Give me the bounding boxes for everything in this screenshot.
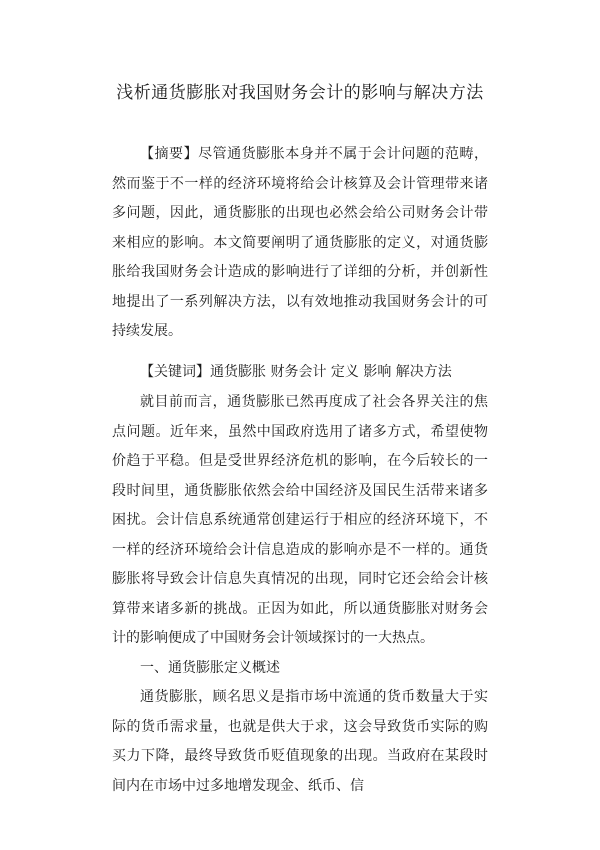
intro-paragraph: 就目前而言，通货膨胀已然再度成了社会各界关注的焦点问题。近年来，虽然中国政府选用了诸多方式，希望使物价趋于平稳。但是受世界经济危机的影响，在今后较长的一段时间里，通货膨胀依然会给中国经济及国民生活带来诸多困扰。会计信息系统通常创建运行于相应的经济环境下，不一样的经济环境给会计信息造成的影响亦是不一样的。通货膨胀将导致会计信息失真情况的出现，同时它还会给会计核算带来诸多新的挑战。正因为如此，所以通货膨胀对财务会计的影响便成了中国财务会计领域探讨的一大热点。 [112,394,488,646]
abstract-paragraph: 【摘要】尽管通货膨胀本身并不属于会计问题的范畴，然而鉴于不一样的经济环境将给会计核算及会计管理带来诸多问题，因此，通货膨胀的出现也必然会给公司财务会计带来相应的影响。本文简要阐明了通货膨胀的定义，对通货膨胀给我国财务会计造成的影响进行了详细的分析，并创新性地提出了一系列解决方法，以有效地推动我国财务会计的可持续发展。 [112,146,488,339]
document-title: 浅析通货膨胀对我国财务会计的影响与解决方法 [116,83,484,103]
keywords-line: 【关键词】通货膨胀 财务会计 定义 影响 解决方法 [140,364,452,380]
section-heading: 一、通货膨胀定义概述 [140,660,280,676]
definition-paragraph: 通货膨胀，顾名思义是指市场中流通的货币数量大于实际的货币需求量，也就是供大于求，这会导致货币实际的购买力下降，最终导致货币贬值现象的出现。当政府在某段时间内在市场中过多地增发现金、纸币、信 [112,689,488,794]
